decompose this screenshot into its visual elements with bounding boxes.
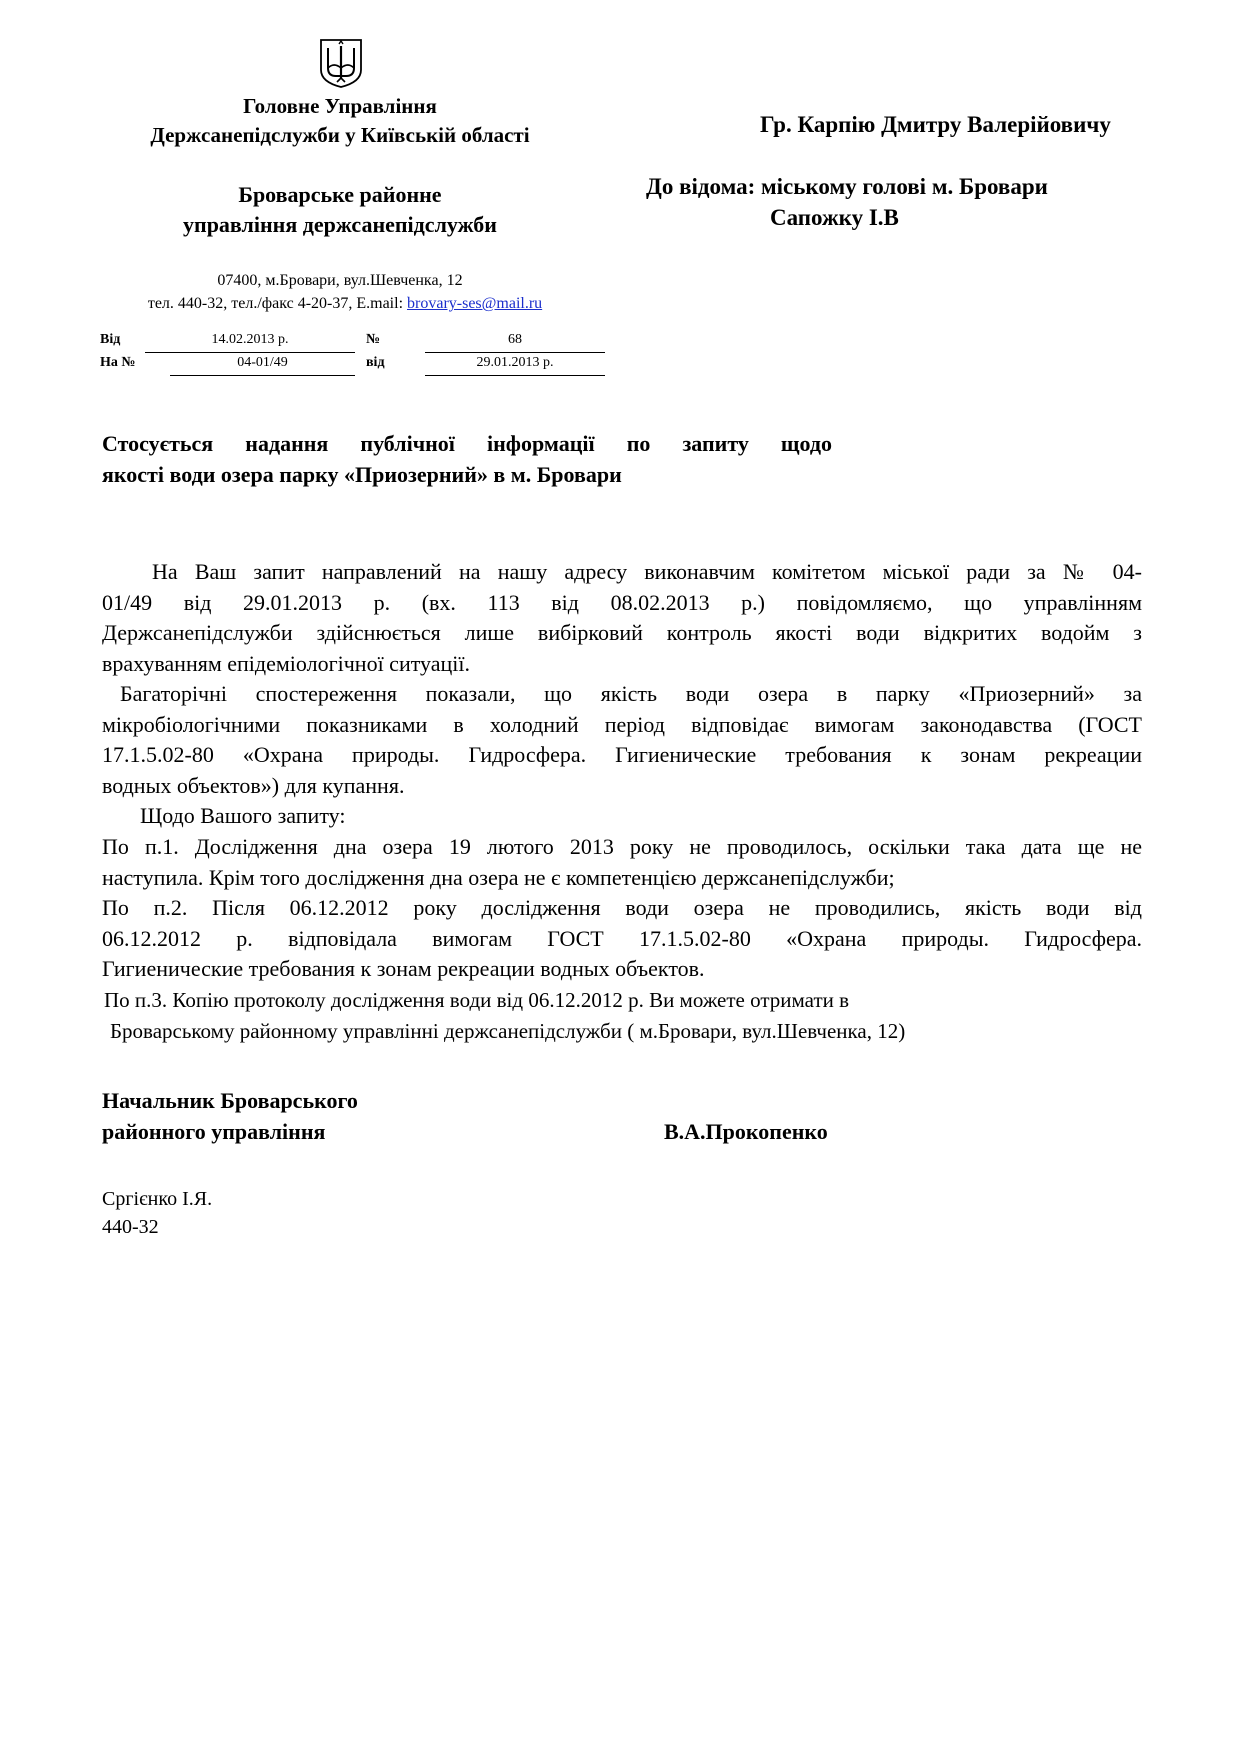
reg-number-line: [425, 352, 605, 353]
email-link[interactable]: brovary-ses@mail.ru: [407, 295, 543, 312]
org-name-line1: Головне Управління: [243, 94, 437, 118]
body-line: Багаторічні спостереження показали, що якість води озера в парку «Приозерний» за: [120, 681, 1142, 706]
reg-ref-date-line: [425, 375, 605, 376]
signatory-title-line1: Начальник Броварського: [102, 1088, 358, 1113]
reg-ref-date-label: від: [366, 355, 385, 370]
body-line: наступила. Крім того дослідження дна озера не є компетенцією держсанепідслужби;: [102, 864, 895, 890]
body-line: По п.1. Дослідження дна озера 19 лютого 2013 року не проводилось, оскільки така дата ще не: [102, 834, 1142, 859]
reg-number-label: №: [366, 332, 381, 347]
body-paragraph-5: [102, 893, 1142, 985]
sender-address: 07400, м.Бровари, вул.Шевченка, 12: [217, 272, 463, 289]
reg-from-label: Від: [100, 332, 121, 347]
reg-number: 68: [508, 332, 522, 347]
signatory-name: В.А.Прокопенко: [664, 1119, 828, 1144]
subject-line1: Стосується надання публічної інформації по запиту щодо: [102, 431, 832, 456]
body-paragraph-3: [140, 801, 345, 832]
subject-line2: якості води озера парку «Приозерний» в м. Бровари: [102, 462, 622, 487]
body-line: Щодо Вашого запиту:: [140, 803, 346, 828]
body-paragraph-2: [102, 679, 1142, 801]
executor-name: Сргієнко І.Я.: [102, 1188, 213, 1210]
reg-from-date: 14.02.2013 р.: [211, 332, 289, 347]
body-line: 17.1.5.02-80 «Охрана природы. Гидросфера. Гигиенические требования к зонам рекреации: [102, 742, 1142, 767]
sender-contacts: [95, 295, 595, 313]
body-line: Гигиенические требования к зонам рекреации водных объектов.: [102, 956, 705, 981]
department-name-line2: управління держсанепідслужби: [183, 212, 497, 237]
body-line: врахуванням епідеміологічної ситуації.: [102, 650, 471, 676]
recipient-name: Гр. Карпію Дмитру Валерійовичу: [760, 112, 1111, 137]
body-line: По п.2. Після 06.12.2012 року дослідження води озера не проводились, якість води від: [102, 895, 1142, 920]
contacts-phone-text: тел. 440-32, тел./факс 4-20-37, E.mail:: [147, 295, 408, 312]
body-paragraph-6: [104, 985, 905, 1046]
reg-ref-date: 29.01.2013 р.: [476, 355, 554, 370]
department-name-line1: Броварське районне: [238, 182, 442, 207]
body-line: Броварському районному управлінні держсанепідслужби ( м.Бровари, вул.Шевченка, 12): [110, 1018, 906, 1043]
body-line: Держсанепідслужби здійснюється лише вибірковий контроль якості води відкритих водойм з: [102, 620, 1142, 645]
org-name-line2: Держсанепідслужби у Київській області: [150, 123, 530, 147]
reg-ref-number: 04-01/49: [237, 355, 288, 370]
body-line: На Ваш запит направлений на нашу адресу виконавчим комітетом міської ради за № 04-: [152, 559, 1142, 584]
coat-of-arms-icon: [318, 38, 364, 88]
cc-line1: До відома: міському голові м. Бровари: [646, 174, 1048, 199]
reg-ref-line: [170, 375, 355, 376]
reg-ref-label: На №: [100, 355, 136, 370]
body-line: 06.12.2012 р. відповідала вимогам ГОСТ 17.1.5.02-80 «Охрана природы. Гидросфера.: [102, 925, 1142, 951]
cc-line2: Сапожку І.В: [770, 205, 899, 230]
body-line: мікробіологічними показниками в холодний період відповідає вимогам законодавства (ГОСТ: [102, 711, 1142, 737]
executor-phone: 440-32: [102, 1216, 159, 1238]
letter-subject: [102, 428, 832, 490]
signatory-title-line2: районного управління: [102, 1119, 326, 1144]
body-line: водных объектов») для купання.: [102, 772, 405, 798]
body-line: 01/49 від 29.01.2013 р. (вх. 113 від 08.02.2013 р.) повідомляємо, що управлінням: [102, 589, 1142, 615]
body-line: По п.3. Копію протоколу дослідження води від 06.12.2012 р. Ви можете отримати в: [104, 988, 850, 1012]
body-paragraph-4: [102, 832, 1142, 893]
body-paragraph-1: [102, 557, 1142, 679]
reg-from-line: [145, 352, 355, 353]
